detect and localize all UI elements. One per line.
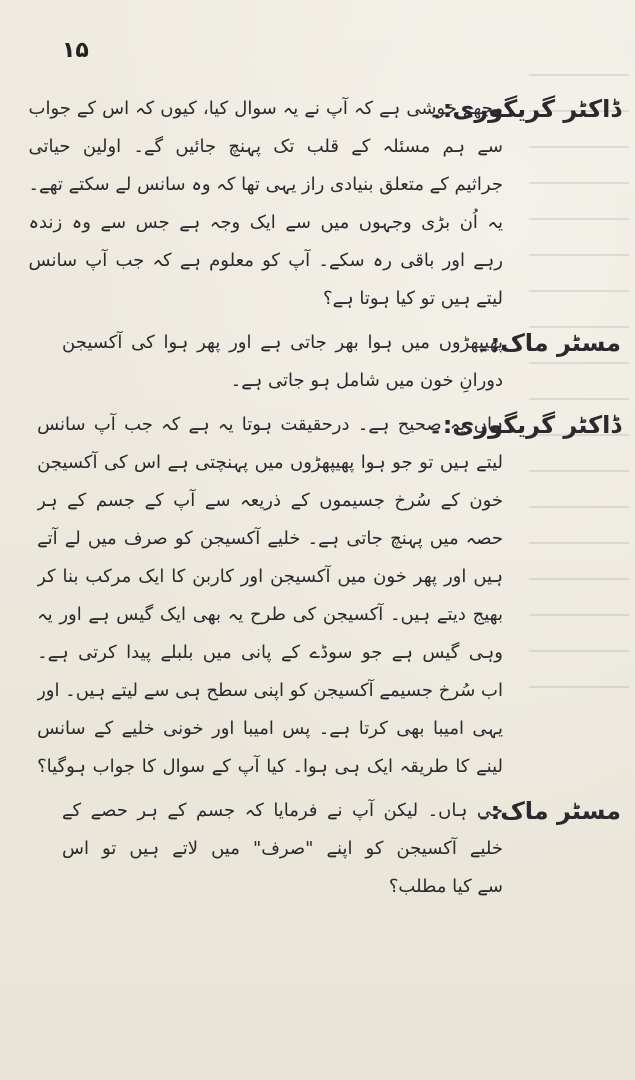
page-number: ۱۵ [62,38,89,63]
text-line: مجھے خوشی ہے کہ آپ نے یہ سوال کیا، کیوں کہ اس کے جواب [28,98,503,119]
text-line: ہیں اور پھر خون میں آکسیجن اور کاربن کا ایک مرکب بنا کر [37,566,503,587]
speaker-label: مسٹر ماک:۔ [476,797,621,825]
text-line: لیتے ہیں تو کیا ہوتا ہے؟ [323,288,503,309]
speaker-label: مسٹر ماک:۔ [476,329,621,357]
dialogue [28,90,621,912]
speaker-label: ڈاکٹر گریگوری:۔ [428,95,621,123]
text-line: وہی گیس ہے جو سوڈے کے پانی میں بلبلے پیدا کرتی ہے۔ [37,642,503,663]
text-line: یہی امیبا بھی کرتا ہے۔ پس امیبا اور خونی خلیے کے سانس [37,718,503,739]
text-line: سے کیا مطلب؟ [388,876,503,897]
dialogue-block [62,324,621,400]
speech-text [37,406,503,786]
dialogue-block [62,792,621,906]
speech-text [62,324,503,400]
text-line: پھیپھڑوں میں ہوا بھر جاتی ہے اور پھر ہوا کی آکسیجن [62,332,503,353]
text-line: ہاں یہ صحیح ہے۔ درحقیقت ہوتا یہ ہے کہ جب آپ سانس [37,414,503,435]
text-line: بھیج دیتے ہیں۔ آکسیجن کی طرح یہ بھی ایک گیس ہے اور یہ [37,604,503,625]
text-line: رہے اور باقی رہ سکے۔ آپ کو معلوم ہے کہ جب آپ سانس [28,250,503,271]
text-line: لینے کا طریقہ ایک ہی ہوا۔ کیا آپ کے سوال کا جواب ہوگیا؟ [37,756,503,777]
text-line: خون کے سُرخ جسیموں کے ذریعہ سے آپ کے جسم کے ہر [37,490,503,511]
speech-text [62,792,503,906]
text-line: سے ہم مسئلہ کے قلب تک پہنچ جائیں گے۔ اولین حیاتی [28,136,503,157]
text-line: دورانِ خون میں شامل ہو جاتی ہے۔ [230,370,503,391]
text-line: لیتے ہیں تو جو ہوا پھیپھڑوں میں پہنچتی ہے اس کی آکسیجن [37,452,503,473]
dialogue-block [28,90,621,318]
dialogue-block [37,406,621,786]
text-line: حصہ میں پہنچ جاتی ہے۔ خلیے آکسیجن کو صرف میں لے آتے [37,528,503,549]
text-line: اب سُرخ جسیمے آکسیجن کو اپنی سطح ہی سے لیتے ہیں۔ اور [37,680,503,701]
speaker-label: ڈاکٹر گریگوری:۔ [428,411,621,439]
text-line: خلیے آکسیجن کو اپنے "صرف" میں لاتے ہیں تو اس [62,838,503,859]
speech-text [29,90,504,318]
text-line: یہ اُن بڑی وجہوں میں سے ایک وجہ ہے جس سے وہ زندہ [28,212,503,233]
text-line: جراثیم کے متعلق بنیادی راز یہی تھا کہ وہ سانس لے سکتے تھے۔ [28,174,503,195]
text-line: جی ہاں۔ لیکن آپ نے فرمایا کہ جسم کے ہر حصے کے [62,800,503,821]
